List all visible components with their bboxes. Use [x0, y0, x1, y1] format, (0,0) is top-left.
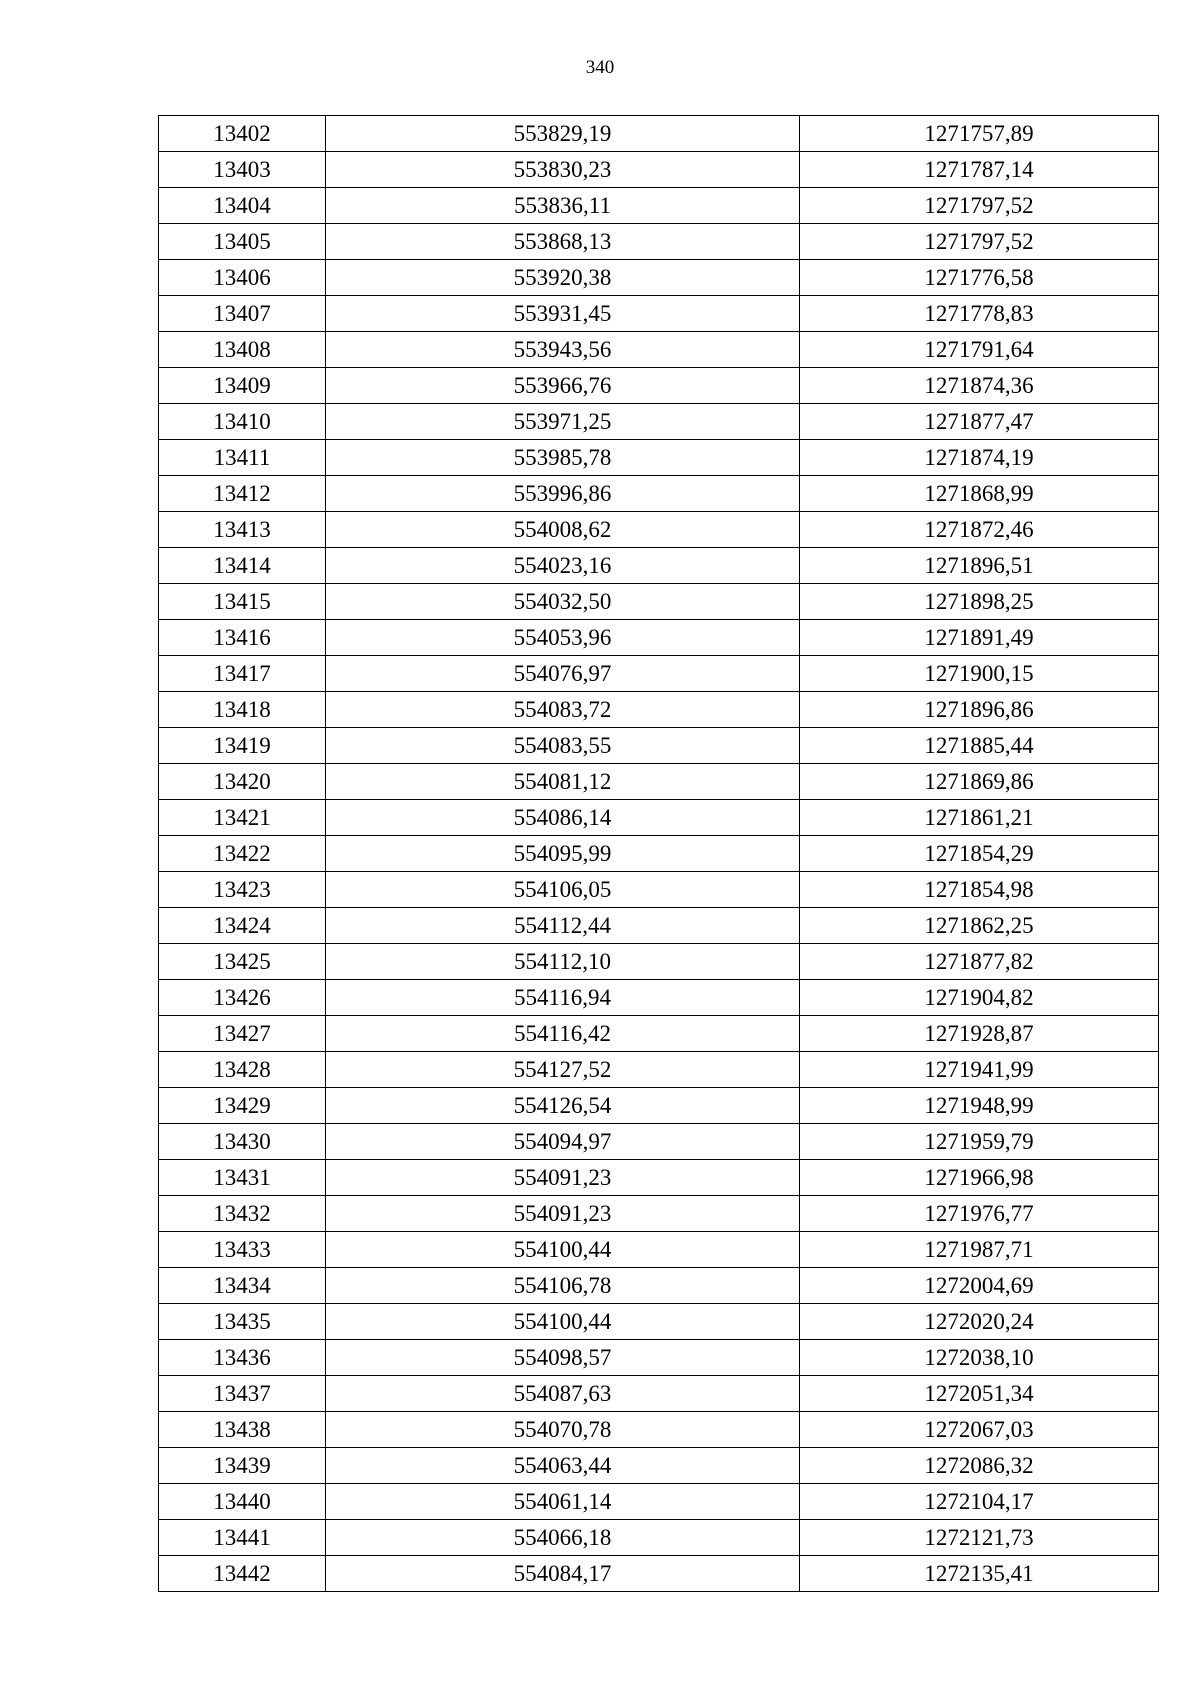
y-coordinate-cell: 1271898,25 [800, 584, 1159, 620]
y-coordinate-cell: 1271861,21 [800, 800, 1159, 836]
point-number-cell: 13409 [159, 368, 326, 404]
x-coordinate-cell: 554083,55 [326, 728, 800, 764]
table-row [159, 764, 1159, 800]
x-coordinate-cell: 553920,38 [326, 260, 800, 296]
y-coordinate-cell: 1271776,58 [800, 260, 1159, 296]
point-number-cell: 13405 [159, 224, 326, 260]
x-coordinate-cell: 554063,44 [326, 1448, 800, 1484]
x-coordinate-cell: 554106,78 [326, 1268, 800, 1304]
x-coordinate-cell: 554127,52 [326, 1052, 800, 1088]
y-coordinate-cell: 1271928,87 [800, 1016, 1159, 1052]
table-row [159, 1088, 1159, 1124]
y-coordinate-cell: 1271791,64 [800, 332, 1159, 368]
y-coordinate-cell: 1271872,46 [800, 512, 1159, 548]
y-coordinate-cell: 1272121,73 [800, 1520, 1159, 1556]
point-number-cell: 13408 [159, 332, 326, 368]
table-row [159, 1124, 1159, 1160]
table-row [159, 944, 1159, 980]
point-number-cell: 13424 [159, 908, 326, 944]
y-coordinate-cell: 1272038,10 [800, 1340, 1159, 1376]
x-coordinate-cell: 554098,57 [326, 1340, 800, 1376]
x-coordinate-cell: 554087,63 [326, 1376, 800, 1412]
x-coordinate-cell: 554081,12 [326, 764, 800, 800]
table-row [159, 512, 1159, 548]
table-row [159, 584, 1159, 620]
y-coordinate-cell: 1271966,98 [800, 1160, 1159, 1196]
point-number-cell: 13442 [159, 1556, 326, 1592]
table-row [159, 152, 1159, 188]
table-row [159, 1196, 1159, 1232]
point-number-cell: 13411 [159, 440, 326, 476]
y-coordinate-cell: 1271757,89 [800, 116, 1159, 152]
table-row [159, 1340, 1159, 1376]
y-coordinate-cell: 1272086,32 [800, 1448, 1159, 1484]
table-row [159, 1376, 1159, 1412]
point-number-cell: 13426 [159, 980, 326, 1016]
y-coordinate-cell: 1271987,71 [800, 1232, 1159, 1268]
table-row [159, 260, 1159, 296]
table-row [159, 1412, 1159, 1448]
point-number-cell: 13430 [159, 1124, 326, 1160]
table-row [159, 1448, 1159, 1484]
table-row [159, 836, 1159, 872]
x-coordinate-cell: 554112,10 [326, 944, 800, 980]
table-row [159, 1520, 1159, 1556]
y-coordinate-cell: 1271868,99 [800, 476, 1159, 512]
table-row [159, 404, 1159, 440]
table-row [159, 872, 1159, 908]
x-coordinate-cell: 554094,97 [326, 1124, 800, 1160]
table-row [159, 1016, 1159, 1052]
point-number-cell: 13437 [159, 1376, 326, 1412]
point-number-cell: 13417 [159, 656, 326, 692]
x-coordinate-cell: 554116,42 [326, 1016, 800, 1052]
point-number-cell: 13415 [159, 584, 326, 620]
x-coordinate-cell: 554095,99 [326, 836, 800, 872]
table-row [159, 656, 1159, 692]
table-row [159, 1484, 1159, 1520]
table-row [159, 1304, 1159, 1340]
point-number-cell: 13440 [159, 1484, 326, 1520]
point-number-cell: 13441 [159, 1520, 326, 1556]
y-coordinate-cell: 1271874,19 [800, 440, 1159, 476]
point-number-cell: 13436 [159, 1340, 326, 1376]
x-coordinate-cell: 554070,78 [326, 1412, 800, 1448]
table-row [159, 800, 1159, 836]
y-coordinate-cell: 1271885,44 [800, 728, 1159, 764]
point-number-cell: 13403 [159, 152, 326, 188]
y-coordinate-cell: 1271896,86 [800, 692, 1159, 728]
x-coordinate-cell: 553943,56 [326, 332, 800, 368]
point-number-cell: 13418 [159, 692, 326, 728]
table-row [159, 440, 1159, 476]
y-coordinate-cell: 1271900,15 [800, 656, 1159, 692]
x-coordinate-cell: 554061,14 [326, 1484, 800, 1520]
point-number-cell: 13406 [159, 260, 326, 296]
y-coordinate-cell: 1272135,41 [800, 1556, 1159, 1592]
y-coordinate-cell: 1271854,98 [800, 872, 1159, 908]
y-coordinate-cell: 1271862,25 [800, 908, 1159, 944]
point-number-cell: 13429 [159, 1088, 326, 1124]
y-coordinate-cell: 1272020,24 [800, 1304, 1159, 1340]
table-row [159, 188, 1159, 224]
x-coordinate-cell: 554084,17 [326, 1556, 800, 1592]
x-coordinate-cell: 553836,11 [326, 188, 800, 224]
point-number-cell: 13420 [159, 764, 326, 800]
x-coordinate-cell: 553966,76 [326, 368, 800, 404]
point-number-cell: 13412 [159, 476, 326, 512]
y-coordinate-cell: 1271891,49 [800, 620, 1159, 656]
point-number-cell: 13421 [159, 800, 326, 836]
x-coordinate-cell: 553829,19 [326, 116, 800, 152]
y-coordinate-cell: 1272004,69 [800, 1268, 1159, 1304]
point-number-cell: 13427 [159, 1016, 326, 1052]
table-row [159, 332, 1159, 368]
x-coordinate-cell: 554112,44 [326, 908, 800, 944]
y-coordinate-cell: 1271904,82 [800, 980, 1159, 1016]
table-row [159, 224, 1159, 260]
x-coordinate-cell: 554076,97 [326, 656, 800, 692]
x-coordinate-cell: 554032,50 [326, 584, 800, 620]
point-number-cell: 13402 [159, 116, 326, 152]
x-coordinate-cell: 554126,54 [326, 1088, 800, 1124]
coordinates-table [158, 115, 1159, 1592]
point-number-cell: 13422 [159, 836, 326, 872]
table-row [159, 692, 1159, 728]
x-coordinate-cell: 553830,23 [326, 152, 800, 188]
y-coordinate-cell: 1271976,77 [800, 1196, 1159, 1232]
x-coordinate-cell: 553985,78 [326, 440, 800, 476]
x-coordinate-cell: 554023,16 [326, 548, 800, 584]
table-row [159, 1268, 1159, 1304]
table-row [159, 368, 1159, 404]
point-number-cell: 13435 [159, 1304, 326, 1340]
x-coordinate-cell: 554091,23 [326, 1160, 800, 1196]
y-coordinate-cell: 1271778,83 [800, 296, 1159, 332]
table-row [159, 1556, 1159, 1592]
table-row [159, 980, 1159, 1016]
table-row [159, 1232, 1159, 1268]
table-row [159, 620, 1159, 656]
y-coordinate-cell: 1271869,86 [800, 764, 1159, 800]
y-coordinate-cell: 1271877,47 [800, 404, 1159, 440]
x-coordinate-cell: 554116,94 [326, 980, 800, 1016]
table-row [159, 476, 1159, 512]
point-number-cell: 13404 [159, 188, 326, 224]
coordinates-table-body [159, 116, 1159, 1592]
x-coordinate-cell: 554066,18 [326, 1520, 800, 1556]
table-row [159, 548, 1159, 584]
y-coordinate-cell: 1271948,99 [800, 1088, 1159, 1124]
x-coordinate-cell: 554083,72 [326, 692, 800, 728]
point-number-cell: 13439 [159, 1448, 326, 1484]
y-coordinate-cell: 1271874,36 [800, 368, 1159, 404]
y-coordinate-cell: 1271787,14 [800, 152, 1159, 188]
x-coordinate-cell: 554091,23 [326, 1196, 800, 1232]
y-coordinate-cell: 1271854,29 [800, 836, 1159, 872]
x-coordinate-cell: 553996,86 [326, 476, 800, 512]
y-coordinate-cell: 1272051,34 [800, 1376, 1159, 1412]
point-number-cell: 13425 [159, 944, 326, 980]
x-coordinate-cell: 554053,96 [326, 620, 800, 656]
point-number-cell: 13416 [159, 620, 326, 656]
point-number-cell: 13419 [159, 728, 326, 764]
x-coordinate-cell: 554008,62 [326, 512, 800, 548]
table-row [159, 908, 1159, 944]
x-coordinate-cell: 554086,14 [326, 800, 800, 836]
point-number-cell: 13431 [159, 1160, 326, 1196]
point-number-cell: 13428 [159, 1052, 326, 1088]
point-number-cell: 13414 [159, 548, 326, 584]
point-number-cell: 13433 [159, 1232, 326, 1268]
table-row [159, 116, 1159, 152]
x-coordinate-cell: 553971,25 [326, 404, 800, 440]
point-number-cell: 13438 [159, 1412, 326, 1448]
y-coordinate-cell: 1272067,03 [800, 1412, 1159, 1448]
page-number: 340 [585, 57, 615, 78]
table-row [159, 728, 1159, 764]
point-number-cell: 13434 [159, 1268, 326, 1304]
y-coordinate-cell: 1271941,99 [800, 1052, 1159, 1088]
x-coordinate-cell: 554100,44 [326, 1232, 800, 1268]
point-number-cell: 13410 [159, 404, 326, 440]
x-coordinate-cell: 554100,44 [326, 1304, 800, 1340]
point-number-cell: 13423 [159, 872, 326, 908]
y-coordinate-cell: 1271797,52 [800, 224, 1159, 260]
point-number-cell: 13432 [159, 1196, 326, 1232]
point-number-cell: 13407 [159, 296, 326, 332]
y-coordinate-cell: 1271896,51 [800, 548, 1159, 584]
point-number-cell: 13413 [159, 512, 326, 548]
table-row [159, 1160, 1159, 1196]
x-coordinate-cell: 553868,13 [326, 224, 800, 260]
x-coordinate-cell: 553931,45 [326, 296, 800, 332]
y-coordinate-cell: 1271959,79 [800, 1124, 1159, 1160]
table-row [159, 1052, 1159, 1088]
table-row [159, 296, 1159, 332]
y-coordinate-cell: 1271797,52 [800, 188, 1159, 224]
x-coordinate-cell: 554106,05 [326, 872, 800, 908]
y-coordinate-cell: 1272104,17 [800, 1484, 1159, 1520]
y-coordinate-cell: 1271877,82 [800, 944, 1159, 980]
